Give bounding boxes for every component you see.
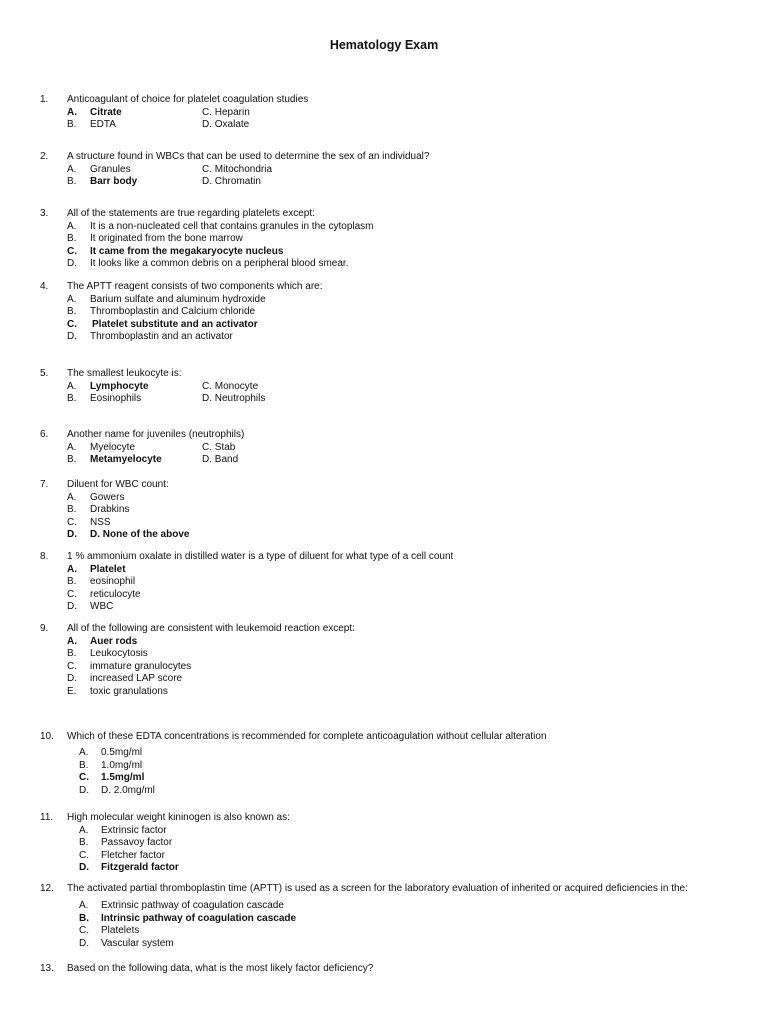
option-right: C. Monocyte [202,380,259,392]
option-text: Drabkins [90,504,130,516]
question-number: 12. [40,883,54,894]
option-letter: B. [67,119,77,131]
question-text: Diluent for WBC count: [67,479,169,490]
option-row [0,517,768,530]
option-answer: 1.5mg/ml [101,772,145,784]
option-text: increased LAP score [90,673,183,685]
option-text: Extrinsic factor [101,824,167,836]
option-right: D. Chromatin [202,176,261,188]
option-row [0,176,768,189]
option-right: C. Heparin [202,106,250,118]
option-row [0,850,768,863]
option-text: Platelets [101,925,140,937]
option-letter: B. [67,576,77,588]
option-answer: It came from the megakaryocyte nucleus [90,245,284,257]
option-letter: A. [67,163,77,175]
question-text: 1 % ammonium oxalate in distilled water is a type of diluent for what type of a cell count [67,551,454,562]
option-row [0,760,768,773]
option-row [0,246,768,259]
option-text: It looks like a common debris on a peripheral blood smear. [90,258,349,270]
option-row [0,589,768,602]
option-letter: D. [79,784,89,796]
question-text: All of the statements are true regarding platelets except: [67,208,315,219]
option-letter: B. [67,233,77,245]
option-right: D. Band [202,454,239,466]
options-list [0,381,768,406]
question-number: 2. [40,151,49,162]
option-right: C. Mitochondria [202,163,273,175]
options-list [0,164,768,189]
option-text: NSS [90,516,111,528]
option-right: D. Oxalate [202,119,250,131]
option-row [0,164,768,177]
question-number: 8. [40,551,49,562]
option-letter: A. [67,491,77,503]
option-text: Leukocytosis [90,648,148,660]
option-text: Thromboplastin and an activator [90,331,233,343]
question-text: Based on the following data, what is the most likely factor deficiency? [67,963,374,974]
option-text: Extrinsic pathway of coagulation cascade [101,900,284,911]
option-letter: B. [67,306,77,318]
option-row [0,938,768,951]
option-row [0,648,768,661]
option-text: reticulocyte [90,588,141,600]
question-text: A structure found in WBCs that can be used to determine the sex of an individual? [67,151,430,162]
options-list [0,221,768,271]
option-right: C. Stab [202,441,236,453]
option-row [0,772,768,785]
option-row [0,686,768,699]
option-row [0,393,768,406]
option-row [0,306,768,319]
option-letter: B. [67,648,77,660]
option-row [0,862,768,875]
option-text: Barium sulfate and aluminum hydroxide [90,293,266,305]
option-row [0,221,768,234]
options-list [0,636,768,699]
option-row [0,442,768,455]
option-text: 0.5mg/ml [101,747,143,758]
option-text: It originated from the bone marrow [90,233,243,245]
option-row [0,258,768,271]
option-right: D. Neutrophils [202,393,266,405]
question-text: The APTT reagent consists of two components which are: [67,281,323,292]
option-row [0,119,768,132]
options-list [0,107,768,132]
option-letter: A. [79,747,89,758]
option-answer: Auer rods [90,635,138,647]
option-row [0,673,768,686]
option-answer: Lymphocyte [90,380,149,392]
option-row [0,504,768,517]
options-list [0,442,768,467]
option-row [0,233,768,246]
option-letter: A. [79,900,89,911]
question-number: 10. [40,731,54,742]
option-text: D. 2.0mg/ml [101,784,155,796]
question-text: Another name for juveniles (neutrophils) [67,429,245,440]
option-letter: D. [67,601,77,613]
question-number: 7. [40,479,49,490]
option-row [0,492,768,505]
option-row [0,294,768,307]
option-row [0,601,768,614]
option-text: Passavoy factor [101,837,173,849]
option-text: Eosinophils [90,393,142,405]
option-text: WBC [90,601,114,613]
question-number: 3. [40,208,49,219]
option-text: toxic granulations [90,685,168,697]
option-letter: B. [79,837,89,849]
options-list [0,825,768,875]
question-number: 6. [40,429,49,440]
question-text: High molecular weight kininogen is also known as: [67,812,290,823]
options-list [0,492,768,542]
question-number: 9. [40,623,49,634]
page-title: Hematology Exam [329,38,439,52]
option-letter: C. [67,660,77,672]
option-row [0,107,768,120]
option-text: Myelocyte [90,441,136,453]
option-letter: C. [67,588,77,600]
option-row [0,900,768,913]
question-number: 13. [40,963,54,974]
question-number: 4. [40,281,49,292]
option-row [0,576,768,589]
option-row [0,925,768,938]
option-letter: A. [67,220,77,232]
option-text: Fletcher factor [101,849,165,861]
question-text: The activated partial thromboplastin time (APTT) is used as a screen for the laboratory evaluation of inherited or acquired deficiencies in the: [67,883,688,894]
option-letter: B. [67,393,77,405]
option-text: It is a non-nucleated cell that contains granules in the cytoplasm [90,220,374,232]
option-answer: Citrate [90,106,122,118]
question-number: 1. [40,94,49,105]
option-letter: A. [67,106,77,118]
option-row [0,319,768,332]
option-answer: Barr body [90,176,138,188]
question-number: 5. [40,368,49,379]
option-row [0,747,768,760]
option-letter: A. [67,441,77,453]
option-letter: B. [79,912,89,924]
option-text: eosinophil [90,576,136,588]
option-letter: B. [67,504,77,516]
option-row [0,913,768,926]
option-letter: C. [67,245,77,257]
option-letter: C. [67,318,77,330]
option-letter: D. [79,862,89,874]
option-letter: D. [79,937,89,949]
option-row [0,454,768,467]
option-row [0,636,768,649]
option-text: EDTA [90,119,116,131]
question-text: All of the following are consistent with leukemoid reaction except: [67,623,355,634]
option-letter: C. [79,772,89,784]
option-letter: A. [67,380,77,392]
option-text: Vascular system [101,937,174,949]
option-text: Gowers [90,491,125,503]
option-row [0,661,768,674]
options-list [0,294,768,344]
option-text: Thromboplastin and Calcium chloride [90,306,256,318]
option-text: Granules [90,163,131,175]
option-letter: E. [67,685,77,697]
question-number: 11. [40,812,54,823]
option-letter: C. [79,925,89,937]
option-text: immature granulocytes [90,660,192,672]
option-answer: Platelet [90,563,126,575]
options-list [0,564,768,614]
option-row [0,529,768,542]
option-letter: B. [79,759,89,771]
option-text: 1.0mg/ml [101,759,143,771]
options-list [0,900,768,950]
option-letter: A. [67,563,77,575]
option-row [0,331,768,344]
option-letter: A. [67,635,77,647]
option-letter: D. [67,258,77,270]
option-row [0,837,768,850]
option-letter: C. [79,849,89,861]
option-letter: A. [67,293,77,305]
option-answer: Intrinsic pathway of coagulation cascade [101,912,297,924]
option-letter: B. [67,176,77,188]
question-text: Anticoagulant of choice for platelet coagulation studies [67,94,309,105]
option-letter: C. [67,516,77,528]
option-letter: B. [67,454,77,466]
option-row [0,381,768,394]
option-row [0,825,768,838]
options-list [0,747,768,797]
question-text: Which of these EDTA concentrations is recommended for complete anticoagulation without cellular alteration [67,731,547,742]
option-row [0,785,768,798]
option-letter: D. [67,673,77,685]
option-row [0,564,768,577]
option-answer: Fitzgerald factor [101,862,179,874]
option-answer: D. None of the above [90,529,190,541]
option-answer: Platelet substitute and an activator [92,318,258,330]
option-letter: A. [79,824,89,836]
option-answer: Metamyelocyte [90,454,162,466]
option-letter: D. [67,529,77,541]
question-text: The smallest leukocyte is: [67,368,182,379]
option-letter: D. [67,331,77,343]
